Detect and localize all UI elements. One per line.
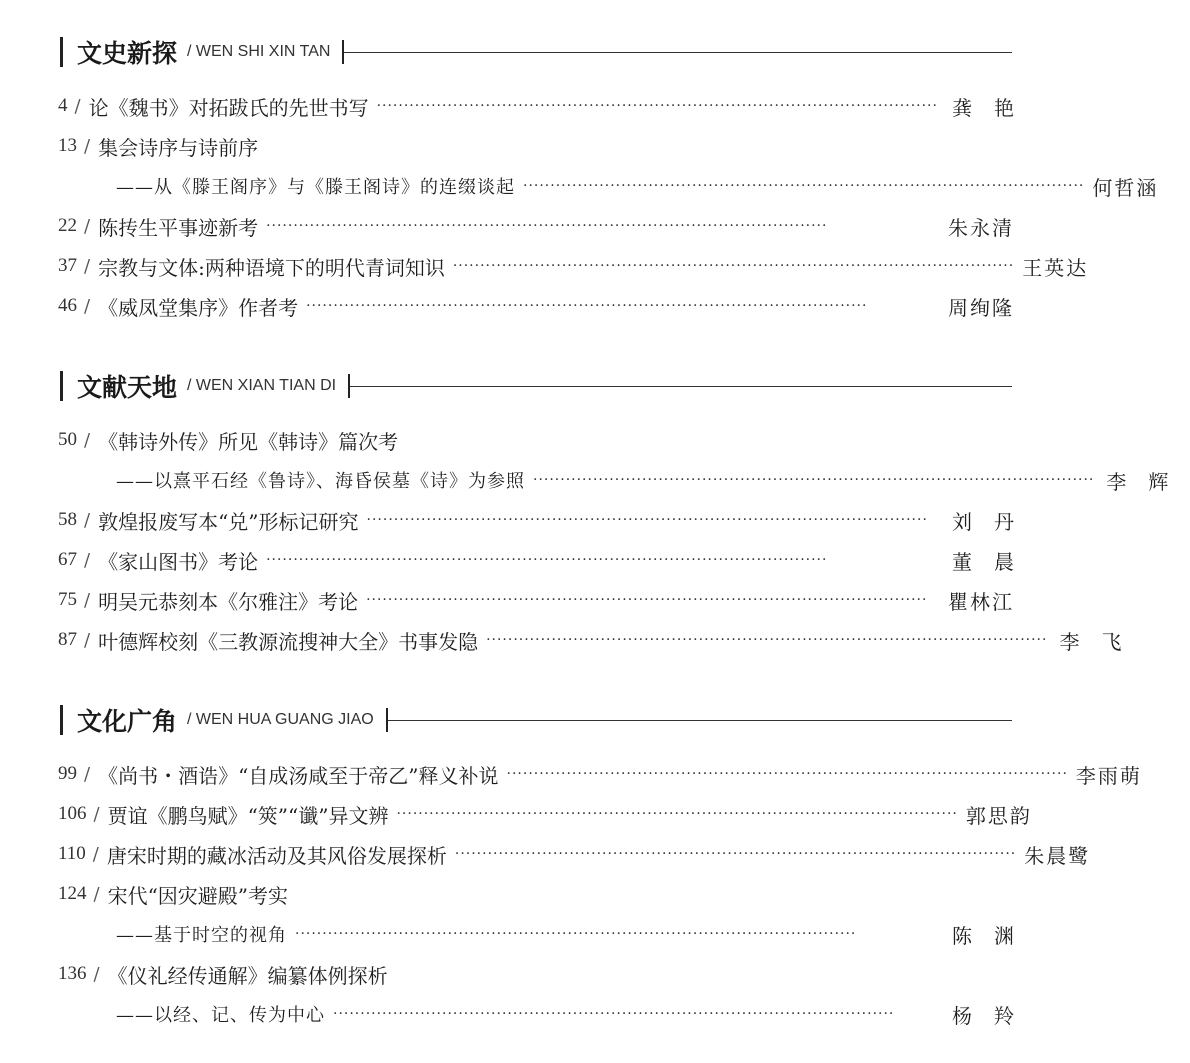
toc-entry[interactable] [58,246,1089,286]
toc-entry-subtitle[interactable] [116,166,1159,206]
entry-author: 李辉 [1106,469,1190,494]
entry-author: 瞿林江 [948,589,1014,614]
page-number: 46 [58,295,77,316]
entry-title: 陈抟生平事迹新考 [98,215,259,240]
entry-title: 敦煌报废写本“兑”形标记研究 [98,509,359,534]
leader-dots: ······································································································· [396,806,958,822]
page-number: 110 [58,843,86,864]
page-number: 50 [58,429,77,450]
section-title: 文献天地 [77,373,178,402]
entry-author: 朱永清 [948,215,1014,240]
section-rule [344,52,1012,53]
section-header-wenhua [60,700,1012,740]
toc-entry[interactable] [58,206,1014,246]
entry-author: 何哲涵 [1092,175,1159,200]
toc-entry[interactable] [58,86,1036,126]
entry-author: 朱晨鹭 [1024,843,1091,868]
leader-dots: ······································································································· [452,258,1015,274]
toc-entry[interactable] [58,954,1014,994]
page-number: 37 [58,255,77,276]
entry-author: 王英达 [1022,255,1089,280]
entry-author: 陈渊 [952,923,1036,948]
page-number: 136 [58,963,87,984]
entry-subtitle: ——以经、记、传为中心 [116,1005,325,1026]
entry-title: 贾谊《鹏鸟赋》“筴”“谶”异文辨 [107,803,389,828]
page-number: 4 [58,95,68,116]
entry-title: 宗教与文体:两种语境下的明代青词知识 [98,255,445,280]
leader-dots: ······································································································· [366,592,928,608]
page-number: 22 [58,215,77,236]
section-header-wenshi [60,32,1012,72]
separator: / [84,295,91,317]
toc-entry[interactable] [58,500,1036,540]
entry-subtitle: ——从《滕王阁序》与《滕王阁诗》的连缀谈起 [116,177,515,198]
page-number: 58 [58,509,77,530]
page-number: 67 [58,549,77,570]
page-number: 99 [58,763,77,784]
entry-title: 《家山图书》考论 [98,549,259,574]
toc-entry-subtitle[interactable] [116,994,1036,1034]
separator: / [84,589,91,611]
section-rule [350,386,1012,387]
section-bar [60,37,63,67]
entry-author: 李飞 [1059,629,1144,654]
leader-dots: ······································································································· [454,846,1017,862]
section-title: 文化广角 [77,707,178,736]
page-number: 13 [58,135,77,156]
toc-entry[interactable] [58,834,1091,874]
toc-entry[interactable] [58,126,1014,166]
leader-dots: ······································································································· [506,766,1068,782]
entry-title: 唐宋时期的藏冰活动及其风俗发展探析 [106,843,447,868]
entry-title: 集会诗序与诗前序 [98,135,259,160]
entry-title: 《韩诗外传》所见《韩诗》篇次考 [98,429,399,454]
section-header-wenxian [60,366,1012,406]
page-number: 87 [58,629,77,650]
toc-entry[interactable] [58,420,1014,460]
leader-dots: ······································································································· [295,926,857,942]
leader-dots: ······································································································· [376,98,938,114]
separator: / [84,763,91,785]
section-subtitle: / WEN HUA GUANG JIAO [187,711,374,728]
separator: / [74,95,81,117]
leader-dots: ······································································································· [366,512,928,528]
section-bar [60,371,63,401]
entry-author: 周绚隆 [948,295,1014,320]
page-number: 75 [58,589,77,610]
toc-entry[interactable] [58,620,1144,660]
entry-author: 杨羚 [952,1003,1036,1028]
entry-title: 《尚书・酒诰》“自成汤咸至于帝乙”释义补说 [98,763,499,788]
entry-title: 叶德辉校刻《三教源流搜神大全》书事发隐 [98,629,479,654]
toc-entry[interactable] [58,286,1014,326]
separator: / [93,883,100,905]
toc-entry-subtitle[interactable] [116,460,1190,500]
leader-dots: ······································································································· [266,218,828,234]
toc-entry[interactable] [58,580,1014,620]
separator: / [84,255,91,277]
section-title: 文史新探 [77,39,178,68]
separator: / [84,135,91,157]
page-number: 106 [58,803,87,824]
separator: / [84,629,91,651]
separator: / [84,509,91,531]
leader-dots: ······································································································· [266,552,828,568]
toc-entry[interactable] [58,874,1014,914]
leader-dots: ······································································································· [333,1006,895,1022]
separator: / [84,215,91,237]
separator: / [84,429,91,451]
entry-author: 刘丹 [952,509,1036,534]
entry-title: 《仪礼经传通解》编纂体例探析 [107,963,388,988]
leader-dots: ······································································································· [486,632,1048,648]
entry-author: 龚艳 [952,95,1036,120]
leader-dots: ······································································································· [523,178,1085,194]
toc-entry[interactable] [58,540,1036,580]
section-subtitle: / WEN XIAN TIAN DI [187,377,337,394]
entry-title: 论《魏书》对拓跋氏的先世书写 [88,95,369,120]
leader-dots: ······································································································· [306,298,868,314]
entry-author: 郭思韵 [965,803,1032,828]
section-bar [60,705,63,735]
separator: / [93,963,100,985]
section-rule [388,720,1012,721]
leader-dots: ······································································································· [533,472,1095,488]
entry-subtitle: ——以熹平石经《鲁诗》、海昏侯墓《诗》为参照 [116,471,525,492]
section-subtitle: / WEN SHI XIN TAN [187,43,331,60]
entry-title: 明吴元恭刻本《尔雅注》考论 [98,589,359,614]
entry-author: 董晨 [952,549,1036,574]
toc-entry[interactable] [58,794,1032,834]
separator: / [92,843,99,865]
entry-title: 《威凤堂集序》作者考 [98,295,299,320]
entry-title: 宋代“因灾避殿”考实 [107,883,289,908]
toc-entry[interactable] [58,754,1142,794]
page-number: 124 [58,883,87,904]
separator: / [84,549,91,571]
entry-author: 李雨萌 [1075,763,1142,788]
separator: / [93,803,100,825]
entry-subtitle: ——基于时空的视角 [116,925,287,946]
toc-entry-subtitle[interactable] [116,914,1036,954]
